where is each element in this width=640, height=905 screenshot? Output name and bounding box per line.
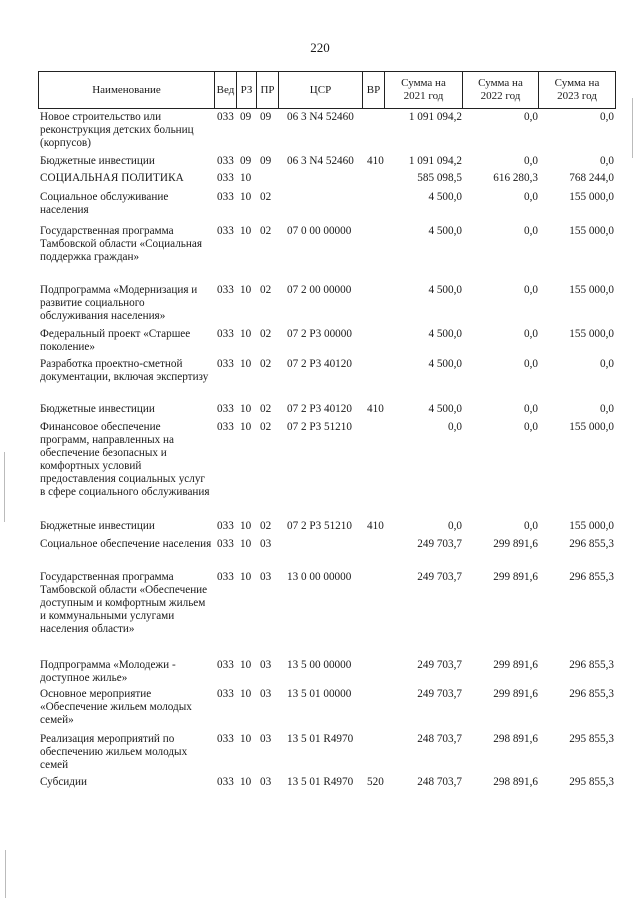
cell-sum-2023: 0,0 bbox=[600, 358, 614, 370]
cell-sum-2022: 299 891,6 bbox=[493, 659, 538, 671]
cell-rz: 10 bbox=[240, 571, 252, 583]
cell-sum-2021: 249 703,7 bbox=[417, 538, 462, 550]
cell-rz: 10 bbox=[240, 538, 252, 550]
cell-csr: 07 2 P3 40120 bbox=[287, 358, 352, 370]
cell-sum-2023: 295 855,3 bbox=[569, 733, 614, 745]
cell-sum-2023: 296 855,3 bbox=[569, 659, 614, 671]
header-rz: РЗ bbox=[237, 72, 257, 108]
cell-pr: 02 bbox=[260, 358, 272, 370]
cell-pr: 02 bbox=[260, 284, 272, 296]
cell-pr: 02 bbox=[260, 403, 272, 415]
cell-rz: 10 bbox=[240, 421, 252, 433]
cell-csr: 13 0 00 00000 bbox=[287, 571, 352, 583]
cell-ved: 033 bbox=[217, 520, 234, 532]
cell-rz: 10 bbox=[240, 520, 252, 532]
cell-name: Социальное обеспечение населения bbox=[40, 538, 212, 550]
cell-sum-2022: 0,0 bbox=[524, 225, 538, 237]
cell-rz: 10 bbox=[240, 659, 252, 671]
cell-pr: 02 bbox=[260, 328, 272, 340]
cell-sum-2022: 0,0 bbox=[524, 111, 538, 123]
cell-pr: 03 bbox=[260, 688, 272, 700]
cell-vr: 410 bbox=[367, 403, 384, 415]
cell-pr: 03 bbox=[260, 776, 272, 788]
cell-rz: 10 bbox=[240, 191, 252, 203]
cell-sum-2023: 295 855,3 bbox=[569, 776, 614, 788]
cell-pr: 03 bbox=[260, 538, 272, 550]
cell-rz: 09 bbox=[240, 111, 252, 123]
cell-name: Бюджетные инвестиции bbox=[40, 155, 155, 167]
cell-vr: 520 bbox=[367, 776, 384, 788]
cell-name: Социальное обслуживание населения bbox=[40, 191, 169, 216]
cell-vr: 410 bbox=[367, 155, 384, 167]
cell-name: Бюджетные инвестиции bbox=[40, 520, 155, 532]
cell-rz: 10 bbox=[240, 172, 252, 184]
cell-sum-2022: 0,0 bbox=[524, 520, 538, 532]
cell-csr: 06 3 N4 52460 bbox=[287, 155, 354, 167]
cell-sum-2021: 248 703,7 bbox=[417, 776, 462, 788]
cell-sum-2023: 0,0 bbox=[600, 111, 614, 123]
cell-sum-2021: 249 703,7 bbox=[417, 571, 462, 583]
cell-ved: 033 bbox=[217, 776, 234, 788]
cell-sum-2021: 0,0 bbox=[448, 421, 462, 433]
cell-rz: 10 bbox=[240, 733, 252, 745]
cell-sum-2022: 299 891,6 bbox=[493, 538, 538, 550]
cell-rz: 10 bbox=[240, 776, 252, 788]
cell-csr: 13 5 01 R4970 bbox=[287, 733, 354, 745]
cell-name: Основное мероприятие «Обеспечение жильем молодых семей» bbox=[40, 688, 192, 726]
cell-sum-2022: 0,0 bbox=[524, 328, 538, 340]
margin-mark bbox=[5, 850, 6, 898]
cell-name: Государственная программа Тамбовской области «Обеспечение доступным и комфортным жильем и коммунальными услугами населения области» bbox=[40, 571, 208, 635]
cell-sum-2022: 0,0 bbox=[524, 284, 538, 296]
cell-ved: 033 bbox=[217, 155, 234, 167]
cell-sum-2021: 4 500,0 bbox=[428, 191, 462, 203]
cell-ved: 033 bbox=[217, 284, 234, 296]
cell-sum-2022: 0,0 bbox=[524, 403, 538, 415]
cell-name: Субсидии bbox=[40, 776, 87, 788]
cell-pr: 09 bbox=[260, 155, 272, 167]
cell-csr: 07 0 00 00000 bbox=[287, 225, 352, 237]
cell-sum-2023: 296 855,3 bbox=[569, 538, 614, 550]
cell-sum-2023: 296 855,3 bbox=[569, 571, 614, 583]
cell-sum-2022: 299 891,6 bbox=[493, 571, 538, 583]
cell-csr: 13 5 01 00000 bbox=[287, 688, 352, 700]
cell-sum-2021: 249 703,7 bbox=[417, 688, 462, 700]
cell-ved: 033 bbox=[217, 659, 234, 671]
cell-pr: 03 bbox=[260, 571, 272, 583]
cell-pr: 09 bbox=[260, 111, 272, 123]
cell-sum-2023: 155 000,0 bbox=[569, 284, 614, 296]
margin-mark bbox=[632, 98, 633, 158]
cell-ved: 033 bbox=[217, 328, 234, 340]
page-number: 220 bbox=[310, 40, 330, 55]
cell-ved: 033 bbox=[217, 358, 234, 370]
cell-name: Подпрограмма «Модернизация и развитие социального обслуживания населения» bbox=[40, 284, 198, 322]
cell-csr: 07 2 P3 00000 bbox=[287, 328, 352, 340]
cell-sum-2022: 0,0 bbox=[524, 191, 538, 203]
cell-csr: 13 5 01 R4970 bbox=[287, 776, 354, 788]
cell-pr: 03 bbox=[260, 733, 272, 745]
cell-sum-2021: 4 500,0 bbox=[428, 284, 462, 296]
cell-sum-2023: 155 000,0 bbox=[569, 421, 614, 433]
cell-rz: 10 bbox=[240, 688, 252, 700]
cell-rz: 10 bbox=[240, 403, 252, 415]
header-sum-2023: Сумма на 2023 год bbox=[554, 77, 600, 102]
cell-sum-2022: 0,0 bbox=[524, 358, 538, 370]
cell-rz: 10 bbox=[240, 284, 252, 296]
cell-ved: 033 bbox=[217, 225, 234, 237]
cell-name: Разработка проектно-сметной документации, включая экспертизу bbox=[40, 358, 209, 383]
cell-sum-2023: 0,0 bbox=[600, 155, 614, 167]
cell-sum-2023: 155 000,0 bbox=[569, 225, 614, 237]
header-ved: Вед bbox=[215, 72, 237, 108]
table-header bbox=[38, 71, 616, 109]
cell-vr: 410 bbox=[367, 520, 384, 532]
cell-name: Подпрограмма «Молодежи - доступное жилье» bbox=[40, 659, 176, 684]
cell-sum-2021: 4 500,0 bbox=[428, 225, 462, 237]
cell-sum-2021: 4 500,0 bbox=[428, 328, 462, 340]
cell-sum-2022: 0,0 bbox=[524, 421, 538, 433]
cell-csr: 07 2 P3 51210 bbox=[287, 421, 352, 433]
cell-sum-2023: 155 000,0 bbox=[569, 191, 614, 203]
cell-sum-2021: 1 091 094,2 bbox=[408, 155, 462, 167]
cell-ved: 033 bbox=[217, 172, 234, 184]
cell-sum-2022: 299 891,6 bbox=[493, 688, 538, 700]
header-name: Наименование bbox=[39, 72, 215, 108]
cell-sum-2022: 298 891,6 bbox=[493, 733, 538, 745]
cell-pr: 02 bbox=[260, 421, 272, 433]
cell-name: Реализация мероприятий по обеспечению жильем молодых семей bbox=[40, 733, 188, 771]
cell-sum-2022: 0,0 bbox=[524, 155, 538, 167]
header-sum-2021: Сумма на 2021 год bbox=[385, 72, 463, 108]
cell-csr: 07 2 P3 40120 bbox=[287, 403, 352, 415]
cell-rz: 10 bbox=[240, 328, 252, 340]
cell-ved: 033 bbox=[217, 571, 234, 583]
cell-sum-2021: 1 091 094,2 bbox=[408, 111, 462, 123]
cell-sum-2021: 585 098,5 bbox=[417, 172, 462, 184]
cell-sum-2023: 155 000,0 bbox=[569, 328, 614, 340]
header-sum-2022: Сумма на 2022 год bbox=[463, 72, 539, 108]
cell-sum-2023: 0,0 bbox=[600, 403, 614, 415]
cell-rz: 09 bbox=[240, 155, 252, 167]
cell-sum-2021: 249 703,7 bbox=[417, 659, 462, 671]
cell-csr: 07 2 00 00000 bbox=[287, 284, 352, 296]
cell-sum-2023: 155 000,0 bbox=[569, 520, 614, 532]
cell-ved: 033 bbox=[217, 538, 234, 550]
cell-name: Государственная программа Тамбовской области «Социальная поддержка граждан» bbox=[40, 225, 202, 263]
cell-pr: 02 bbox=[260, 520, 272, 532]
cell-rz: 10 bbox=[240, 225, 252, 237]
cell-pr: 02 bbox=[260, 191, 272, 203]
cell-name: Новое строительство или реконструкция детских больниц (корпусов) bbox=[40, 111, 194, 149]
header-csr: ЦСР bbox=[279, 72, 363, 108]
cell-name: Бюджетные инвестиции bbox=[40, 403, 155, 415]
cell-ved: 033 bbox=[217, 111, 234, 123]
cell-pr: 03 bbox=[260, 659, 272, 671]
cell-ved: 033 bbox=[217, 733, 234, 745]
cell-rz: 10 bbox=[240, 358, 252, 370]
cell-sum-2021: 0,0 bbox=[448, 520, 462, 532]
cell-sum-2021: 4 500,0 bbox=[428, 403, 462, 415]
header-vr: ВР bbox=[363, 72, 385, 108]
cell-csr: 06 3 N4 52460 bbox=[287, 111, 354, 123]
cell-ved: 033 bbox=[217, 421, 234, 433]
cell-sum-2023: 768 244,0 bbox=[569, 172, 614, 184]
cell-ved: 033 bbox=[217, 688, 234, 700]
cell-name: Федеральный проект «Старшее поколение» bbox=[40, 328, 191, 353]
header-pr: ПР bbox=[257, 72, 279, 108]
cell-csr: 13 5 00 00000 bbox=[287, 659, 352, 671]
cell-sum-2021: 4 500,0 bbox=[428, 358, 462, 370]
cell-sum-2022: 616 280,3 bbox=[493, 172, 538, 184]
cell-sum-2022: 298 891,6 bbox=[493, 776, 538, 788]
cell-sum-2021: 248 703,7 bbox=[417, 733, 462, 745]
cell-ved: 033 bbox=[217, 191, 234, 203]
cell-sum-2023: 296 855,3 bbox=[569, 688, 614, 700]
cell-pr: 02 bbox=[260, 225, 272, 237]
cell-name: Финансовое обеспечение программ, направленных на обеспечение безопасных и комфортных условий предоставления социальных услуг в сфере социального обслуживания bbox=[40, 421, 210, 498]
cell-name: СОЦИАЛЬНАЯ ПОЛИТИКА bbox=[40, 172, 184, 184]
cell-csr: 07 2 P3 51210 bbox=[287, 520, 352, 532]
margin-mark bbox=[4, 452, 5, 522]
cell-ved: 033 bbox=[217, 403, 234, 415]
